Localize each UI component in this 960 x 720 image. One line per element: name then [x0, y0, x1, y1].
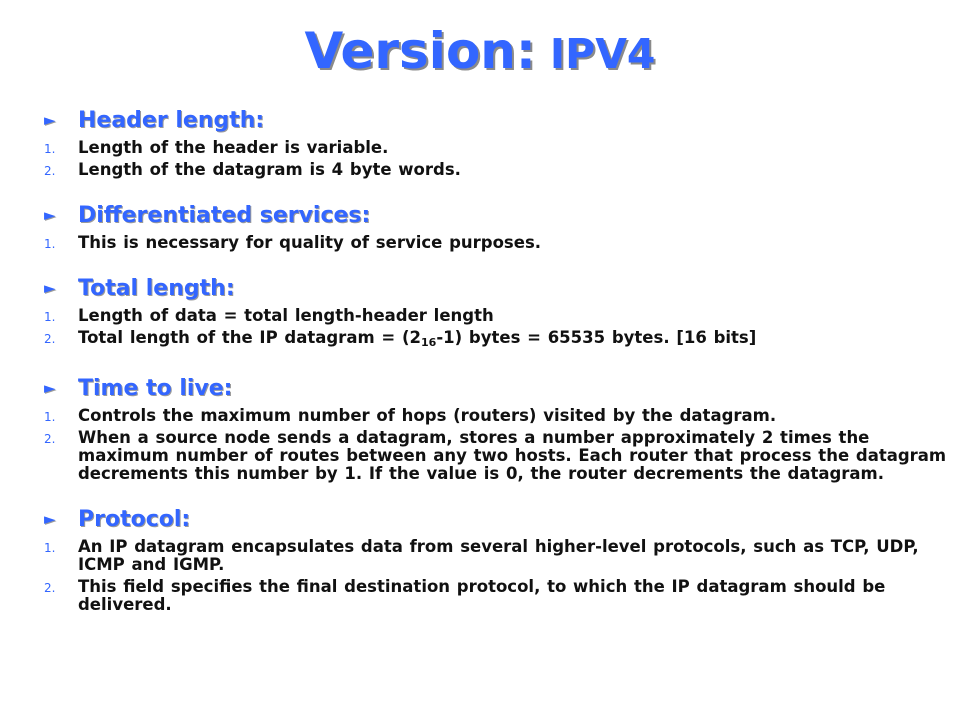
- list-item: 2. Total length of the IP datagram = $(2_{16}-1)$ bytes = 65535 bytes. [16 bits]: [44, 328, 757, 349]
- section-protocol: [44, 505, 954, 614]
- section-differentiated-services: [44, 201, 954, 252]
- item-number: 1.: [44, 237, 56, 251]
- numbered-list: [44, 139, 954, 179]
- list-item: 1. Controls the maximum number of hops (routers) visited by the datagram.: [44, 406, 777, 425]
- item-number: 1.: [44, 142, 56, 156]
- list-item: 1. Length of data = total length-header length: [44, 306, 494, 325]
- title-ipv4: IPV4: [549, 30, 656, 78]
- section-header-length: [44, 106, 954, 179]
- arrow-bullet-icon: ►: [44, 379, 56, 397]
- section-heading: ► Differentiated services:: [44, 203, 371, 228]
- arrow-bullet-icon: ►: [44, 111, 56, 129]
- section-total-length: [44, 274, 954, 352]
- subscript: 16: [421, 336, 437, 349]
- item-number: 1.: [44, 541, 56, 555]
- section-time-to-live: [44, 374, 954, 483]
- arrow-bullet-icon: ►: [44, 206, 56, 224]
- title-version: Version:: [304, 22, 536, 80]
- item-number: 2.: [44, 164, 56, 178]
- list-item: 2. This field specifies the final destination protocol, to which the IP datagram should be delivered.: [44, 577, 886, 614]
- list-item: 1. An IP datagram encapsulates data from several higher-level protocols, such as TCP, UDP, ICMP and IGMP.: [44, 537, 919, 574]
- section-heading: ► Header length:: [44, 108, 265, 133]
- numbered-list: [44, 234, 954, 252]
- item-number: 2.: [44, 332, 56, 346]
- section-heading: ► Protocol:: [44, 507, 191, 532]
- list-item: 2. When a source node sends a datagram, stores a number approximately 2 times the maximum number of routes between any two hosts. Each router that process the datagram decrements this number by 1. If the value is 0, the router decrements the datagram.: [44, 428, 947, 483]
- numbered-list: [44, 307, 954, 352]
- slide-content: [44, 106, 954, 636]
- numbered-list: [44, 538, 954, 614]
- list-item: 1. Length of the header is variable.: [44, 138, 389, 157]
- item-number: 2.: [44, 581, 56, 595]
- numbered-list: [44, 407, 954, 483]
- slide-title: [0, 22, 960, 80]
- item-number: 1.: [44, 410, 56, 424]
- section-heading: ► Time to live:: [44, 376, 233, 401]
- arrow-bullet-icon: ►: [44, 510, 56, 528]
- item-number: 2.: [44, 432, 56, 446]
- arrow-bullet-icon: ►: [44, 279, 56, 297]
- list-item: 1. This is necessary for quality of service purposes.: [44, 233, 542, 252]
- item-number: 1.: [44, 310, 56, 324]
- section-heading: ► Total length:: [44, 276, 235, 301]
- list-item: 2. Length of the datagram is 4 byte words.: [44, 160, 461, 179]
